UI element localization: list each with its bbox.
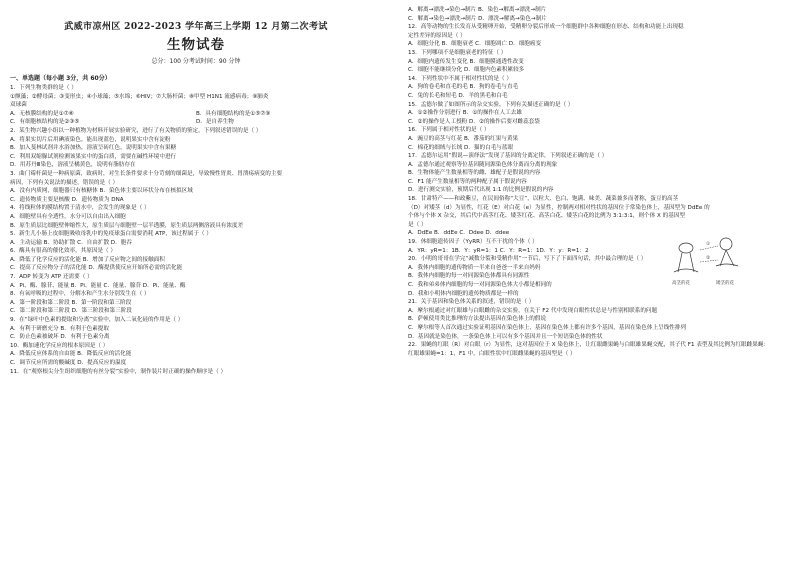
option-text: C．有细胞核结构的是②③⑤ bbox=[10, 119, 80, 126]
question-line: D．基因就是染色体，一条染色体上可以有多个基因并且一个短语染色体的性状 bbox=[408, 333, 603, 340]
question-line: 双球菌 bbox=[10, 102, 27, 109]
question-line: 红眼雄果蝇=1：1，F1 中，白眼性状中红眼雌果蝇的基因型是（ ） bbox=[408, 350, 576, 357]
figure-label-tall: 高茎的花 bbox=[672, 281, 690, 286]
figure-mark-1: ① bbox=[706, 242, 711, 247]
question-line: A．解离→漂洗→染色→制片 B．染色→解离→漂洗→制片 bbox=[408, 7, 547, 13]
question-line: A．第一阶段和第二阶段 B．第一阶段和第三阶段 bbox=[10, 299, 132, 306]
question-line: A．有利于研磨充分 B．有利于色素提取 bbox=[10, 325, 109, 332]
question-block bbox=[408, 6, 780, 358]
question-block bbox=[10, 84, 382, 110]
question-line: B．萨顿使用类比推理的方法提出基因在染色体上的假说 bbox=[408, 316, 547, 323]
q1-options-row-1 bbox=[10, 110, 382, 119]
question-line: 4．将线粒体的膜结构置于清水中，会发生的现象是（ ） bbox=[10, 205, 150, 212]
question-line: 11．在“观察根尖分生组织细胞的有丝分裂”实验中，制作装片时正确的操作顺序是（ ） bbox=[10, 368, 227, 375]
question-line: 病因，下列有关说法的描述，错误的是（ ） bbox=[10, 179, 119, 186]
exam-title: 武威市凉州区 2022-2023 学年高三上学期 12 月第二次考试 bbox=[64, 22, 328, 32]
question-line: 3．曲门霉杆菌是一种病原菌，致病时，对生长条件要求十分苛刻的细菌是，导致慢性胃炎、胃溃疡病变的主要 bbox=[10, 170, 283, 177]
exam-header bbox=[10, 20, 382, 68]
question-line: C．兔的长毛和短毛 D．羊的黑毛和白毛 bbox=[408, 92, 508, 99]
question-line: C．我和弟弟体内细胞的每一对同源染色体大小都是相同的 bbox=[408, 282, 552, 288]
question-line: 6．酶具有很高的催化效率，其原因是（ ） bbox=[10, 248, 117, 255]
question-line: 20．小明的哥哥在学完“减数分裂和受精作用”一节后，写下了下面四句话，其中最合理的是（ ） bbox=[408, 256, 647, 263]
question-line: A．主动运输 B．协助扩散 C．自由扩散 D．胞吞 bbox=[10, 239, 132, 246]
subject-title: 生物试卷 bbox=[167, 37, 225, 53]
question-line: 22．果蝇的红眼（R）对白眼（r）为显性，这对基因位于 X 染色体上，让红眼雌果蝇与白眼雄果蝇交配，其子代 F1 表型及其比例为红眼雌果蝇： bbox=[408, 342, 770, 349]
section-heading: 一、单选题（每小题 3分，共 60分） bbox=[10, 75, 111, 82]
question-line: A．细胞分化 B．细胞衰老 C．细胞凋亡 D．细胞癌变 bbox=[408, 41, 542, 48]
question-line: 18．甘肃特产——和政紫豆，在民间俗称“大豆”，以粒大、色白、饱满、味美、蔬菜兼多而著称，蛋豆的高茎 bbox=[408, 196, 679, 203]
pollination-diagram bbox=[660, 232, 758, 288]
question-line: D．用苏丹Ⅲ染色，溶液呈橘黄色，说明有脂肪存在 bbox=[10, 162, 136, 169]
question-line: A．①②操作分别进行 B．①的操作在人工去雄 bbox=[408, 110, 522, 117]
q1-options-row-2 bbox=[10, 118, 382, 127]
question-line: A．狗的卷毛和直毛的毛 B．狗的卷毛与直毛 bbox=[408, 84, 519, 91]
question-line: A．将果实切片后用碘液染色，能出现蓝色，说明果实中含有淀粉 bbox=[10, 136, 171, 143]
question-line: C．②的操作是人工授粉 D．②的操作后要对雌蕊套袋 bbox=[408, 118, 540, 125]
question-line: C．遗传物质主要是核酸 D．遗传物质为 DNA bbox=[10, 196, 124, 203]
question-line: （D）对矮茎（d）为显性，红花（E）对白花（e）为显性，控制两对相对性状的基因位于常染色体上，基因型为 DdEe 的 bbox=[408, 204, 710, 211]
question-block bbox=[10, 127, 382, 376]
question-line: 21．关于基因和染色体关系的叙述，错误的是（ ） bbox=[408, 299, 535, 306]
question-line: A．YR：yR=1：1B．Y：yR=1：1 C．Y：R=1：1D．Y：y：R=1：2 bbox=[408, 247, 589, 254]
pollination-figure bbox=[660, 232, 758, 288]
question-line: C．细胞不能继续分化 D．细胞内色素积累较多 bbox=[408, 67, 525, 74]
question-line: 9．在“绿叶中色素的提取和分离”实验中，加入二氧化硅的作用是（ ） bbox=[10, 317, 184, 324]
figure-label-short: 矮茎的花 bbox=[716, 281, 734, 286]
option-text: A．无核膜结构的是①⑦⑧ bbox=[10, 110, 74, 117]
exam-meta: 总分：100 分考试时间：90 分钟 bbox=[151, 58, 241, 65]
question-line: 是（ ） bbox=[408, 221, 427, 228]
figure-mark-2: ② bbox=[706, 256, 711, 261]
question-line: A．豌豆的高茎与红花 B．番茄的红果与黄果 bbox=[408, 135, 519, 142]
question-line: B．生物体能产生数量相等的雌、雄配子是假说的内容 bbox=[408, 170, 541, 177]
question-line: C．摩尔根等人首次通过实验证明基因在染色体上，基因在染色体上都有许多个基因，基因在染色体上呈线性排列 bbox=[408, 324, 687, 331]
question-line: 16．下列属于相对性状的是（ ） bbox=[408, 127, 490, 134]
question-line: C．第二阶段和第三阶段 D．第三阶段和第三阶段 bbox=[10, 308, 132, 315]
question-line: 8．有氧呼吸的过程中，分解水和产生水分别发生在（ ） bbox=[10, 291, 150, 298]
question-line: A．细胞壁具有全透性，水分可以自由出入细胞 bbox=[10, 213, 126, 220]
question-line: A．Pi、酶、腺苷、能量 B．Pi、能量 C．能量、腺苷 D．Pi、能量、酶 bbox=[10, 282, 186, 289]
question-line: 17．孟德尔运用“假说—演绎法”发现了基因的分离定律，下列叙述正确的是（ ） bbox=[408, 153, 608, 160]
question-line: 定性差异的原因是（ ） bbox=[408, 32, 466, 39]
question-line: C．防止色素被破坏 D．有利于色素分离 bbox=[10, 334, 110, 341]
question-line: C．棉花的细绒与长绒 D．猫的白毛与蓝眼 bbox=[408, 144, 514, 151]
question-line: A．细胞内遗传发生变化 B．细胞膜通透性改变 bbox=[408, 58, 524, 65]
question-line: 19．休细胞遗传因子（YyRR）互不干扰的个体（ ） bbox=[408, 239, 538, 246]
option-text: B．具有细胞结构的是①⑤⑦⑨ bbox=[196, 110, 271, 117]
option-text: D．是自养生物 bbox=[196, 119, 234, 126]
question-line: A．DdEe B．ddEe C．Ddee D．ddee bbox=[408, 230, 510, 237]
question-line: A．降低反应体系的自由能 B．降低反应的活化能 bbox=[10, 351, 132, 358]
question-line: A．孟德尔通过观察等位基因随同源染色体分离而分离的现象 bbox=[408, 161, 558, 168]
question-line: 1．下列生物类群的是（ ） bbox=[10, 85, 77, 91]
question-line: 14．下列性状中不属于相对性状的是（ ） bbox=[408, 75, 512, 82]
question-line: 5．新生儿小肠上皮细胞吸收母乳中的免疫球蛋白需要消耗 ATP，该过程属于（ ） bbox=[10, 231, 212, 238]
question-line: A．我体内细胞的遗传物质一半来自爸爸一半来自妈妈 bbox=[408, 264, 541, 271]
question-line: 15．孟德尔做了如图所示的杂交实验，下列有关描述正确的是（ ） bbox=[408, 101, 574, 108]
question-line: A．没有内质网，细胞器只有核糖体 B．染色体主要以环状分布在核拟区域 bbox=[10, 188, 193, 195]
right-column bbox=[408, 6, 780, 358]
question-line: B．原生质层比细胞壁伸缩性大，原生质层与细胞壁一层半透膜，原生质层两侧溶液具有浓度差 bbox=[10, 222, 244, 229]
question-line: A．降低了化学反应的活化能 B．增加了反应物之间的接触面积 bbox=[10, 256, 165, 263]
question-line: C．解离→染色→漂洗→制片 D．漂洗→解离→染色→制片 bbox=[408, 15, 547, 22]
question-line: B．我体内细胞的每一对同源染色体都具有同源性 bbox=[408, 273, 530, 280]
left-column bbox=[10, 14, 382, 376]
question-line: D．进行测交实验，预期后代出现 1:1 的比例是假说的内容 bbox=[408, 187, 554, 194]
question-line: C．F1 能产生数量相等的两种配子属于假说内容 bbox=[408, 178, 527, 185]
question-line: B．加入斐林试剂并水浴加热，溶液呈砖红色，说明果实中含有果糖 bbox=[10, 145, 177, 152]
question-line: 7．ADP 转变为 ATP 还需要（ ） bbox=[10, 274, 93, 281]
question-line: 个体与个体 X 杂交，其后代中高茎红花、矮茎红花、高茎白花、矮茎白花的比例为 3:1:3:1，则个体 X 的基因型 bbox=[408, 213, 685, 220]
question-line: 2．某生物兴趣小组以一种植物为材料开展实验研究，进行了有关物质的鉴定，下列叙述错误的是（ ） bbox=[10, 127, 262, 134]
question-line: D．我和小明体内细胞的遗传物质都是一样的 bbox=[408, 290, 519, 297]
question-line: 13．下列哪项不是细胞衰老的特征（ ） bbox=[408, 49, 507, 56]
question-line: C．调节反应所需的酸碱度 D．提高反应的温度 bbox=[10, 360, 127, 366]
question-line: ①颤藻；②酵母菌；③变形虫；④小球藻；⑤水绵；⑥HIV；⑦大肠杆菌；⑧甲型 H1N1 流感病毒；⑨肺炎 bbox=[10, 93, 269, 100]
question-line: 10．酶加速化学反应的根本原因是（ ） bbox=[10, 342, 109, 349]
question-line: 12．高等动物的生长发育从受精卵开始，受精卵分裂后形成一个细胞群中各种细胞在形态、结构和功能上出现稳 bbox=[408, 24, 684, 31]
question-line: C．利用双缩脲试剂检测该果实中的蛋白质，需要在碱性环境中进行 bbox=[10, 153, 177, 160]
question-line: C．提高了反应物分子的活化能 D．酶提供使反应开始所必需的活化能 bbox=[10, 265, 183, 272]
question-line: A．摩尔根通过对红眼雄与白眼雌的杂交实验，在关于 F2 代中发现白眼性状总是与性别相联系的问题 bbox=[408, 307, 658, 314]
